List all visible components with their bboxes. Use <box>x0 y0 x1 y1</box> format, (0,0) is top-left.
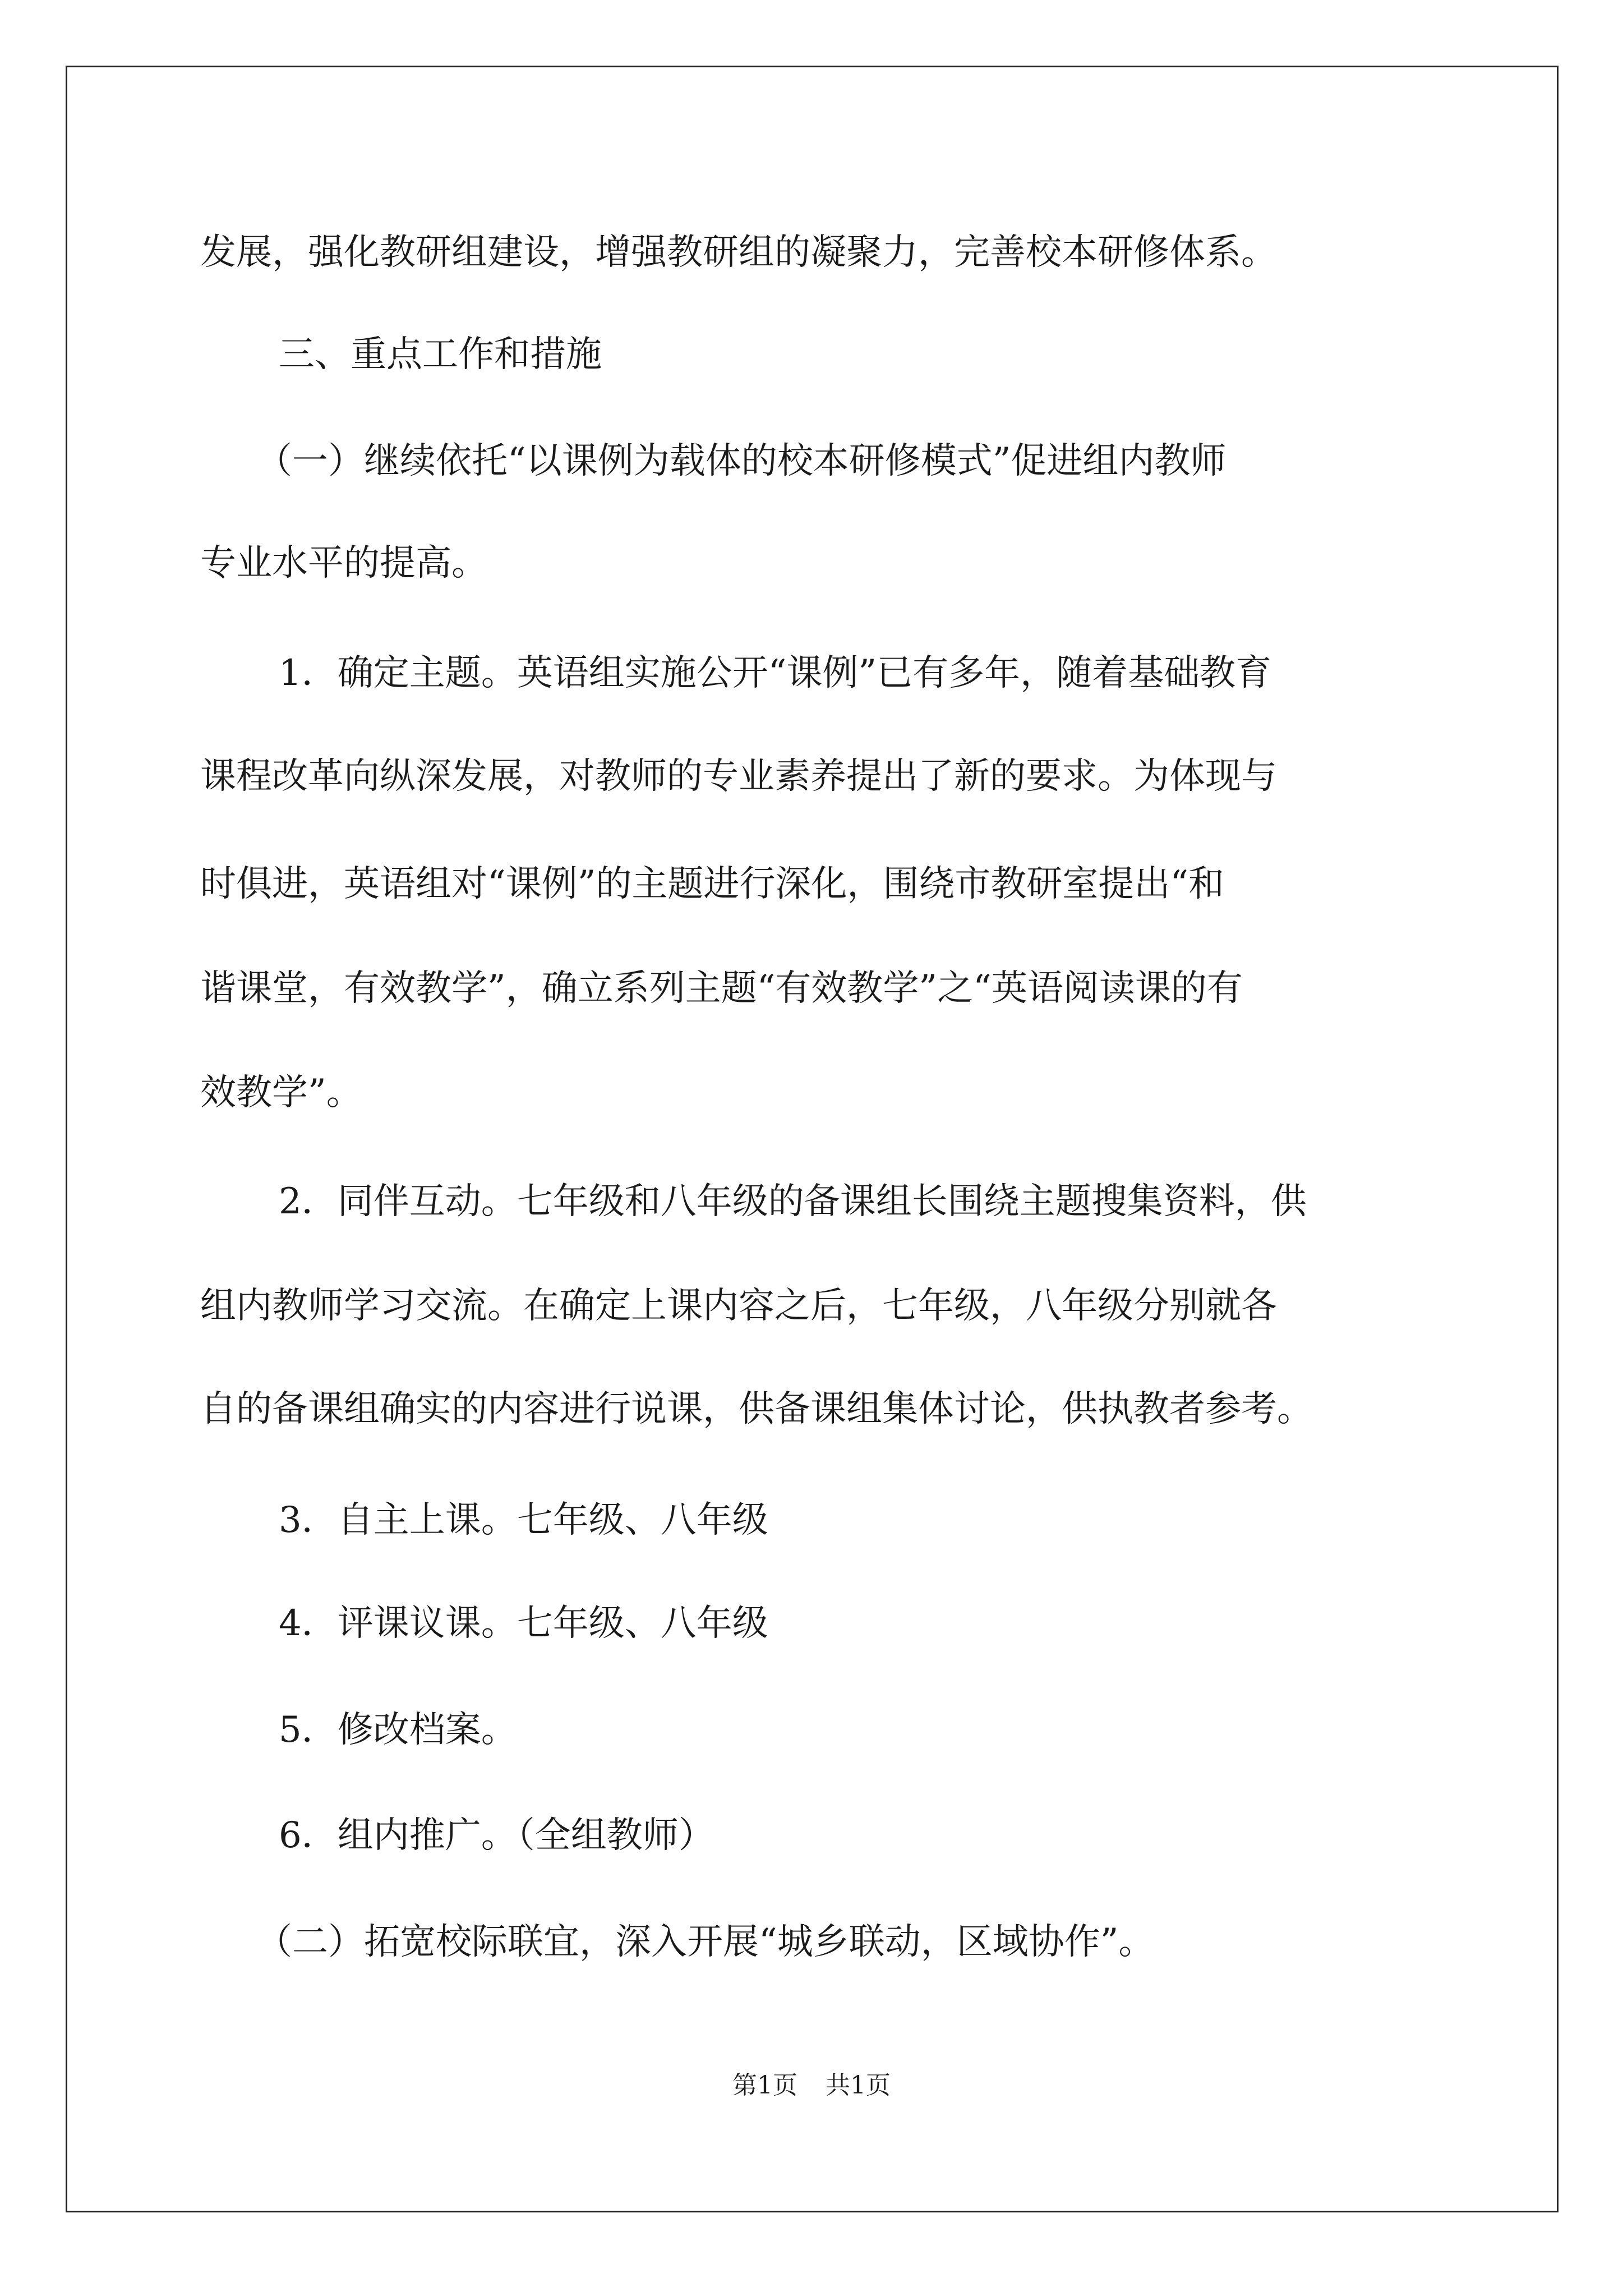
section-heading-3: 三、重点工作和措施 <box>279 334 602 375</box>
subsection-heading-2: （二）拓宽校际联宜，深入开展“城乡联动，区域协作”。 <box>256 1921 1155 1963</box>
body-line-1: 发展，强化教研组建设，增强教研组的凝聚力，完善校本研修体系。 <box>200 232 1277 273</box>
body-line-6: 课程改革向纵深发展，对教师的专业素养提出了新的要求。为体现与 <box>200 756 1277 797</box>
page-number-total: 共1页 <box>826 2071 891 2100</box>
list-item-5: 5．修改档案。 <box>279 1709 517 1751</box>
page-border <box>66 66 1559 2212</box>
subsection-heading-1: （一）继续依托“以课例为载体的校本研修模式”促进组内教师 <box>256 440 1227 482</box>
body-line-8: 谐课堂，有效教学”，确立系列主题“有效教学”之“英语阅读课的有 <box>200 968 1243 1009</box>
body-line-7: 时俱进，英语组对“课例”的主题进行深化，围绕市教研室提出“和 <box>200 863 1225 905</box>
list-item-6: 6．组内推广。（全组教师） <box>279 1815 714 1856</box>
page-footer <box>0 2073 1623 2098</box>
body-line-12: 自的备课组确实的内容进行说课，供备课组集体讨论，供执教者参考。 <box>200 1388 1313 1430</box>
list-item-1: 1．确定主题。英语组实施公开“课例”已有多年，随着基础教育 <box>279 652 1272 694</box>
list-item-2: 2．同伴互动。七年级和八年级的备课组长围绕主题搜集资料，供 <box>279 1181 1307 1222</box>
body-line-4: 专业水平的提高。 <box>200 542 487 584</box>
body-line-11: 组内教师学习交流。在确定上课内容之后，七年级，八年级分别就各 <box>200 1285 1277 1327</box>
body-line-9: 效教学”。 <box>200 1072 362 1114</box>
list-item-4: 4．评课议课。七年级、八年级 <box>279 1603 768 1644</box>
page-number-current: 第1页 <box>732 2071 797 2100</box>
list-item-3: 3．自主上课。七年级、八年级 <box>279 1499 768 1541</box>
